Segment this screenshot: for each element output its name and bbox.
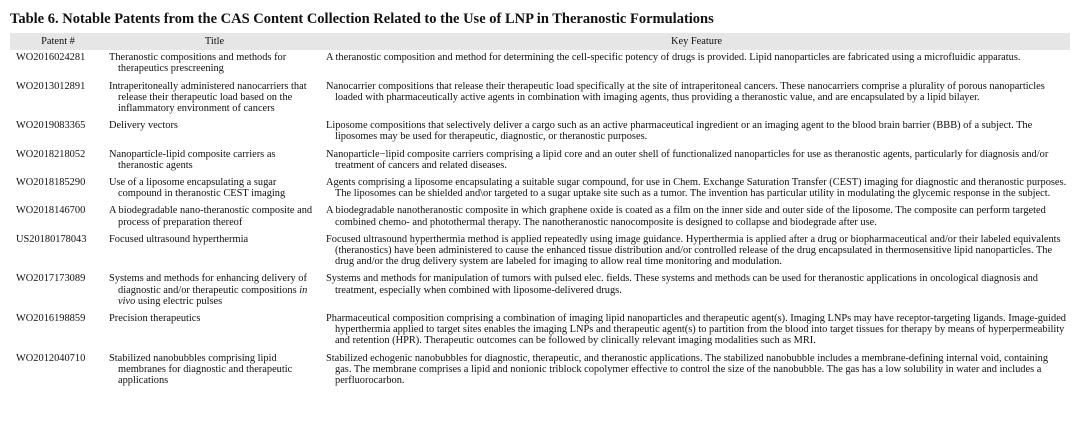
table-row (10, 203, 1070, 231)
patent-number: WO2018185290 (16, 177, 86, 189)
table-row (10, 79, 1070, 119)
patents-table (10, 33, 1070, 390)
patent-title (109, 273, 317, 307)
header-key-feature: Key Feature (323, 33, 1070, 50)
patent-title: Theranostic compositions and methods for therapeutics prescreening (109, 52, 287, 75)
patent-title: Focused ultrasound hyperthermia (109, 233, 249, 245)
key-feature: Systems and methods for manipulation of tumors with pulsed elec. fields. These systems and methods can be used for theranostic applications in oncological diagnosis and treatment, especially when combined with liposome-delivered drugs. (326, 273, 1039, 296)
patent-number: WO2013012891 (16, 80, 86, 92)
key-feature: Focused ultrasound hyperthermia method is applied repeatedly using image guidance. Hyperthermia is applied after a drug or biopharmaceutical and/or their labeled equivalents (theranostics) have been administered to cause the enhanced tissue distribution and/or controlled release of the drug encapsulated in thermosensitive lipid nanoparticles. The drug and/or the drug delivery system are labeled for imaging to allow real time monitoring and modulation. (326, 233, 1061, 268)
header-title: Title (106, 33, 323, 50)
patent-title: Nanoparticle-lipid composite carriers as theranostic agents (109, 148, 276, 171)
table-body (10, 50, 1070, 390)
key-feature: A biodegradable nanotheranostic composite in which graphene oxide is coated as a film on the inner side and outer side of the liposome. The composite can perform targeted combined chemo- and photothermal therapy. The nanotheranostic nanocomposite is designed to collapse and biodegrade after use. (326, 205, 1046, 228)
patent-number: US20180178043 (16, 233, 87, 245)
patent-title-part: Systems and methods for enhancing delivery of diagnostic and/or therapeutic compositions (109, 273, 307, 296)
patent-title: Use of a liposome encapsulating a sugar compound in theranostic CEST imaging (109, 177, 286, 200)
table-row (10, 271, 1070, 311)
key-feature: Agents comprising a liposome encapsulating a suitable sugar compound, for use in Chem. Exchange Saturation Transfer (CEST) imaging for diagnostic and theranostic purposes. The liposomes can be shielded and\or targeted to a sugar uptake site such as a tumor. The invention has particular utility in modulating the glycemic response in the subject. (326, 177, 1067, 200)
patent-title: Stabilized nanobubbles comprising lipid membranes for diagnostic and therapeutic applications (109, 352, 293, 387)
patent-number: WO2019083365 (16, 120, 86, 132)
key-feature: Liposome compositions that selectively deliver a cargo such as an active pharmaceutical ingredient or an imaging agent to the blood brain barrier (BBB) of a subject. The liposomes may be used for therapeutic, diagnostic, or theranostic purposes. (326, 120, 1033, 143)
patent-number: WO2012040710 (16, 352, 86, 364)
key-feature: Nanocarrier compositions that release their therapeutic load specifically at the site of intraperitoneal cancers. These nanocarriers comprise a plurality of porous nanoparticles loaded with pharmaceutically active agents in combination with imaging agents, thus providing a theranostic value, and are encapsulated by a lipid bilayer. (326, 80, 1045, 103)
patent-title: Precision therapeutics (109, 313, 201, 325)
header-row (10, 33, 1070, 50)
patent-title: A biodegradable nano-theranostic composite and process of preparation thereof (109, 205, 313, 228)
header-patent: Patent # (10, 33, 106, 50)
table-row (10, 232, 1070, 272)
patent-number: WO2018218052 (16, 148, 86, 160)
patent-number: WO2017173089 (16, 273, 86, 285)
key-feature: Nanoparticle−lipid composite carriers comprising a lipid core and an outer shell of functionalized nanoparticles for use as theranostic agents, particularly for diagnosis and/or treatment of cancers and related diseases. (326, 148, 1049, 171)
patent-title-italic: in vivo (118, 284, 308, 307)
patent-title: Intraperitoneally administered nanocarriers that release their therapeutic load based on the inflammatory environment of cancers (109, 80, 307, 115)
table-row (10, 175, 1070, 203)
patent-number: WO2018146700 (16, 205, 86, 217)
table-caption: Table 6. Notable Patents from the CAS Content Collection Related to the Use of LNP in Theranostic Formulations (10, 11, 714, 27)
key-feature: A theranostic composition and method for determining the cell-specific potency of drugs is provided. Lipid nanoparticles are fabricated using a microfluidic apparatus. (326, 52, 1021, 64)
table-row (10, 351, 1070, 391)
patent-number: WO2016198859 (16, 313, 86, 325)
table-header (10, 33, 1070, 50)
patent-title-part: using electric pulses (135, 295, 223, 307)
table-row (10, 118, 1070, 146)
table-row (10, 147, 1070, 175)
table-row (10, 311, 1070, 351)
table-row (10, 50, 1070, 78)
patent-number: WO2016024281 (16, 52, 86, 64)
key-feature: Stabilized echogenic nanobubbles for diagnostic, therapeutic, and theranostic applications. The stabilized nanobubble includes a membrane-defining internal void, containing gas. The membrane comprises a lipid and nonionic triblock copolymer effective to control the size of the nanobubble. The gas has a low solubility in water and includes a perfluorocarbon. (326, 352, 1049, 387)
patent-title: Delivery vectors (109, 120, 178, 132)
key-feature: Pharmaceutical composition comprising a combination of imaging lipid nanoparticles and therapeutic agent(s). Imaging LNPs may have receptor-targeting ligands. Image-guided hyperthermia applied to target sites enables the imaging LNPs and therapeutic agent(s) to partition from the blood into target tissues for therapy by means of hyperpermeability and retention (HPR). Therapeutic outcomes can be followed by clinically relevant imaging modalities such as MRI. (326, 313, 1067, 347)
